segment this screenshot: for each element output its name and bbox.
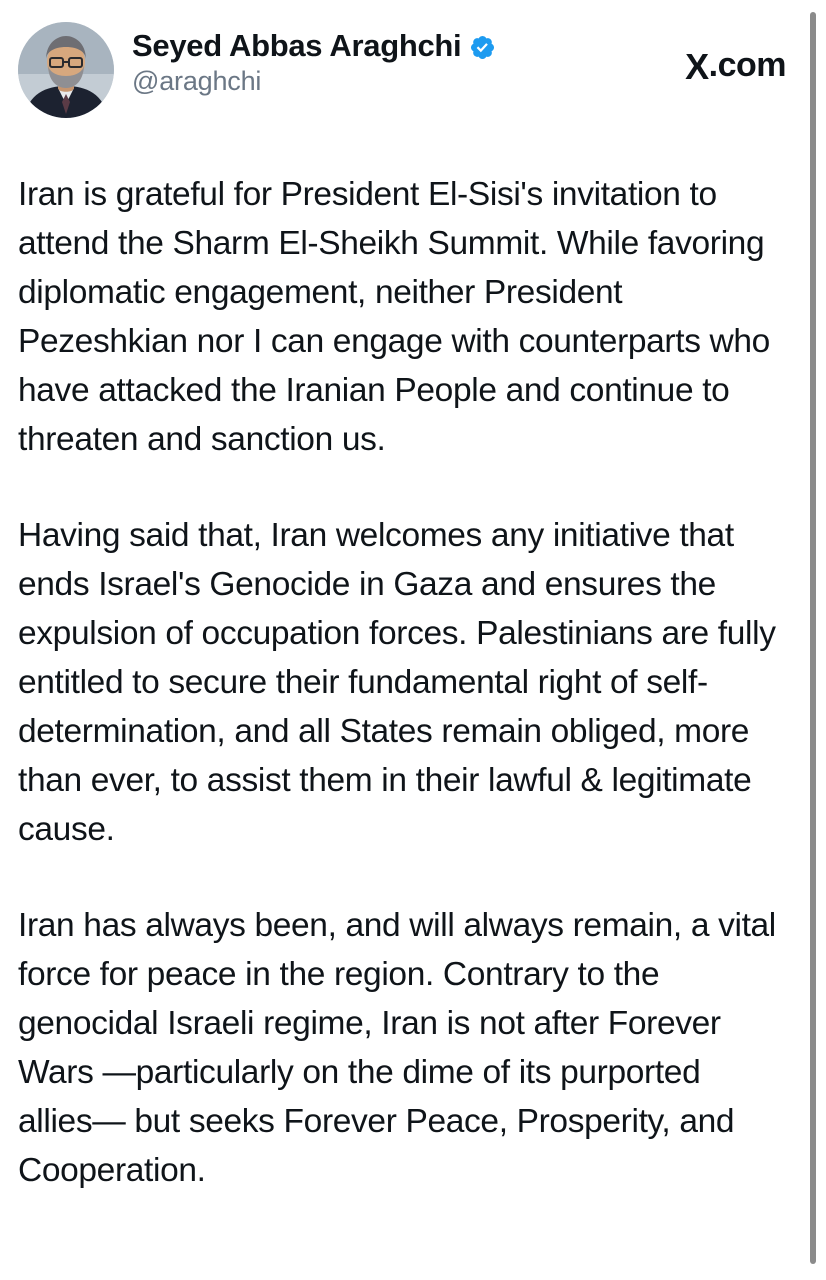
scrollbar-thumb[interactable]	[810, 12, 816, 1264]
source-brand	[685, 46, 786, 85]
author-name-row	[132, 28, 667, 64]
author-identity	[132, 22, 667, 97]
tweet-paragraph-3: Iran has always been, and will always remain, a vital force for peace in the region. Contrary to the genocidal Israeli regime, Iran is not after Forever Wars —particularly on the dime of its purported allies— but seeks Forever Peace, Prosperity, and Cooperation.	[18, 907, 785, 1189]
tweet-text-body	[18, 170, 792, 1195]
author-handle[interactable]: @araghchi	[132, 66, 262, 96]
tweet-header	[18, 22, 792, 132]
source-domain-suffix: .com	[708, 46, 786, 84]
verified-badge-icon	[469, 34, 496, 61]
avatar-image	[18, 22, 114, 118]
tweet-paragraph-2: Having said that, Iran welcomes any initiative that ends Israel's Genocide in Gaza and ensures the expulsion of occupation forces. Palestinians are fully entitled to secure their fundamental right of self-determination, and all States remain obliged, more than ever, to assist them in their lawful & legitimate cause.	[18, 517, 785, 848]
x-logo-icon: X	[685, 45, 709, 87]
avatar[interactable]	[18, 22, 114, 118]
author-display-name[interactable]: Seyed Abbas Araghchi	[132, 28, 462, 63]
tweet-paragraph-1: Iran is grateful for President El-Sisi's invitation to attend the Sharm El-Sheikh Summit. While favoring diplomatic engagement, neither President Pezeshkian nor I can engage with counterparts who have attacked the Iranian People and continue to threaten and sanction us.	[18, 176, 779, 458]
